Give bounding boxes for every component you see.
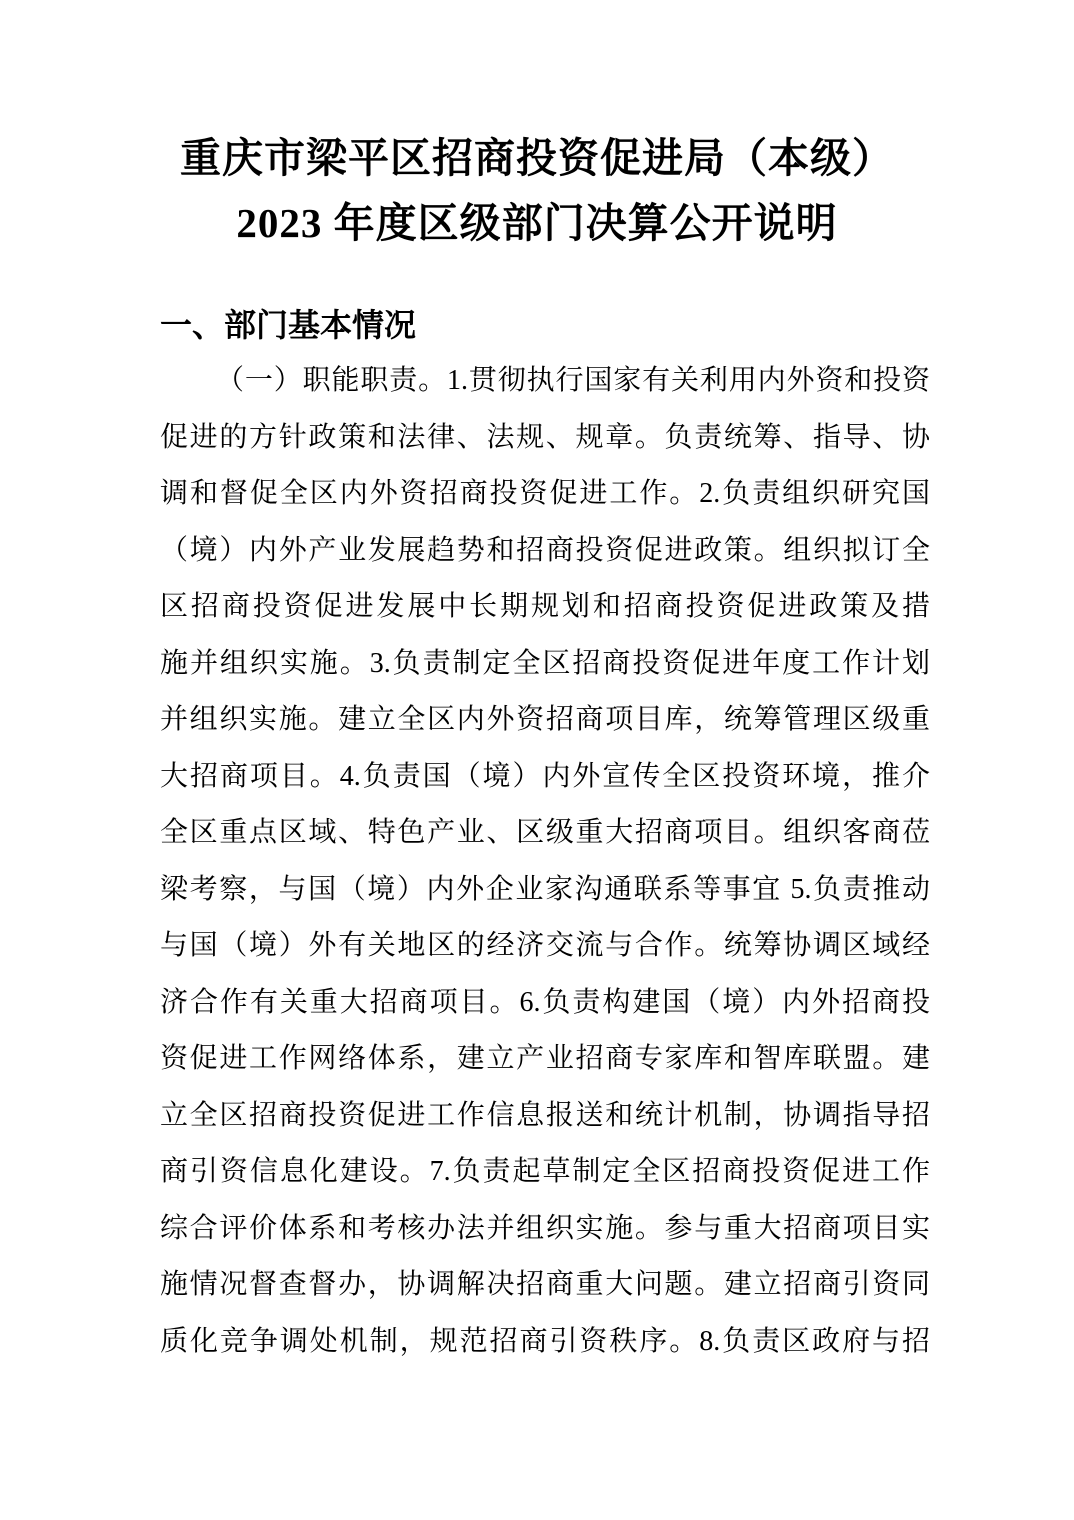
body-line: 济合作有关重大招商项目。6.负责构建国（境）内外招商投 [160,986,930,1018]
body-line: 施情况督查督办，协调解决招商重大问题。建立招商引资同 [160,1269,930,1300]
body-paragraph [160,353,930,1370]
body-line: （一）职能职责。1.贯彻执行国家有关利用内外资和投资 [216,365,930,396]
section-heading: 一、部门基本情况 [160,307,417,343]
body-line: 资促进工作网络体系，建立产业招商专家库和智库联盟。建 [160,1043,930,1074]
body-line: 梁考察，与国（境）内外企业家沟通联系等事宜 5.负责推动 [160,873,930,905]
body-line: 并组织实施。建立全区内外资招商项目库，统筹管理区级重 [160,704,930,735]
body-line: 促进的方针政策和法律、法规、规章。负责统筹、指导、协 [160,421,930,453]
document-title-line-1: 重庆市梁平区招商投资促进局（本级） [180,135,894,181]
body-line: 施并组织实施。3.负责制定全区招商投资促进年度工作计划 [160,647,930,679]
document-title [0,0,1074,256]
body-line: 区招商投资促进发展中长期规划和招商投资促进政策及措 [160,591,930,622]
body-line: 商引资信息化建设。7.负责起草制定全区招商投资促进工作 [160,1156,930,1187]
body-line: 立全区招商投资促进工作信息报送和统计机制，协调指导招 [160,1099,930,1131]
body-line: 综合评价体系和考核办法并组织实施。参与重大招商项目实 [160,1212,930,1244]
body-line: 质化竞争调处机制，规范招商引资秩序。8.负责区政府与招 [160,1325,930,1357]
body-line: 全区重点区域、特色产业、区级重大招商项目。组织客商莅 [160,817,930,848]
body-line: 调和督促全区内外资招商投资促进工作。2.负责组织研究国 [160,478,930,509]
body-line: （境）内外产业发展趋势和招商投资促进政策。组织拟订全 [160,534,930,566]
document-title-line-2: 2023 年度区级部门决算公开说明 [236,200,838,246]
body-line: 与国（境）外有关地区的经济交流与合作。统筹协调区域经 [160,930,930,961]
body-line: 大招商项目。4.负责国（境）内外宣传全区投资环境，推介 [160,760,930,792]
